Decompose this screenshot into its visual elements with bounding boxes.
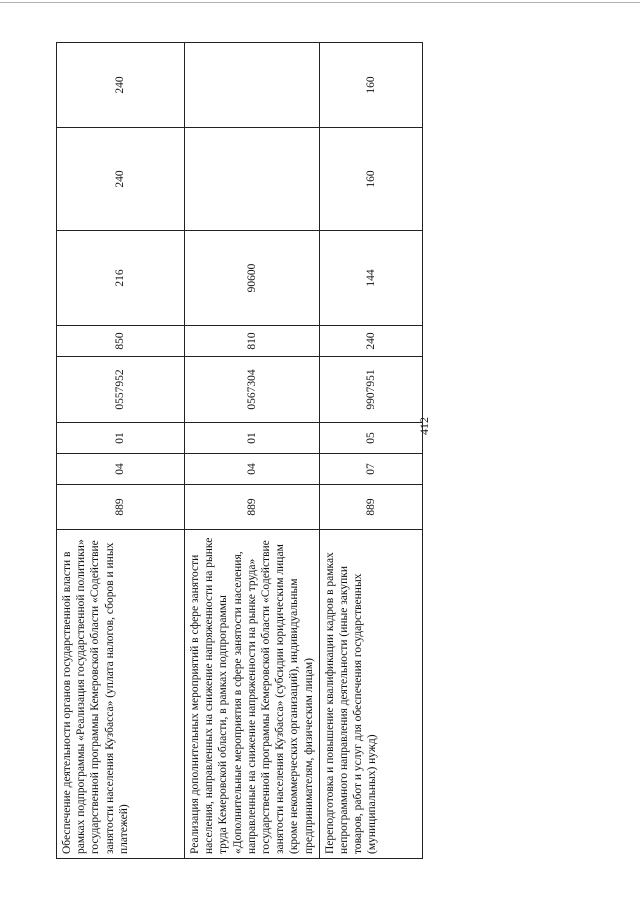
pr-code: 01 <box>185 423 320 454</box>
budget-table-rotated <box>56 43 414 859</box>
ved-code: 889 <box>57 485 185 530</box>
value-year-3: 160 <box>319 43 422 128</box>
rz-code: 04 <box>185 454 320 485</box>
table-row <box>57 43 185 859</box>
page-top-border <box>0 2 640 3</box>
value-year-3: 240 <box>57 43 185 128</box>
table-row <box>319 43 422 859</box>
value-year-1: 144 <box>319 231 422 326</box>
ved-code: 889 <box>185 485 320 530</box>
row-name: Обеспечение деятельности органов государственной власти в рамках подпрограммы «Реализация государственной политики» государственной программы Кемеровской области «Содействие занятости населения Кузбасса» (уплата налогов, сборов и иных платежей) <box>57 530 185 859</box>
value-year-2: 240 <box>57 128 185 231</box>
pr-code: 01 <box>57 423 185 454</box>
value-year-1: 216 <box>57 231 185 326</box>
vr-code: 240 <box>319 326 422 357</box>
row-name: Реализация дополнительных мероприятий в сфере занятости населения, направленных на снижение напряженности на рынке труда Кемеровской области, в рамках подпрограммы «Дополнительные мероприятия в сфере занятости населения, направленные на снижение напряженности на рынке труда» государственной программы Кемеровской области «Содействие занятости населения Кузбасса» (субсидии юридическим лицам (кроме некоммерческих организаций), индивидуальным предпринимателям, физическим лицам) <box>185 530 320 859</box>
row-name: Переподготовка и повышение квалификации кадров в рамках непрограммного направления деятельности (иные закупки товаров, работ и услуг для обеспечения государственных (муниципальных) нужд) <box>319 530 422 859</box>
csr-code: 0557952 <box>57 357 185 423</box>
vr-code: 850 <box>57 326 185 357</box>
value-year-2 <box>185 128 320 231</box>
ved-code: 889 <box>319 485 422 530</box>
budget-table <box>56 42 423 859</box>
pr-code: 05 <box>319 423 422 454</box>
value-year-2: 160 <box>319 128 422 231</box>
value-year-1: 90600 <box>185 231 320 326</box>
csr-code: 0567304 <box>185 357 320 423</box>
table-row <box>185 43 320 859</box>
rz-code: 07 <box>319 454 422 485</box>
vr-code: 810 <box>185 326 320 357</box>
rz-code: 04 <box>57 454 185 485</box>
csr-code: 9907951 <box>319 357 422 423</box>
page-number: 412 <box>417 417 431 435</box>
value-year-3 <box>185 43 320 128</box>
